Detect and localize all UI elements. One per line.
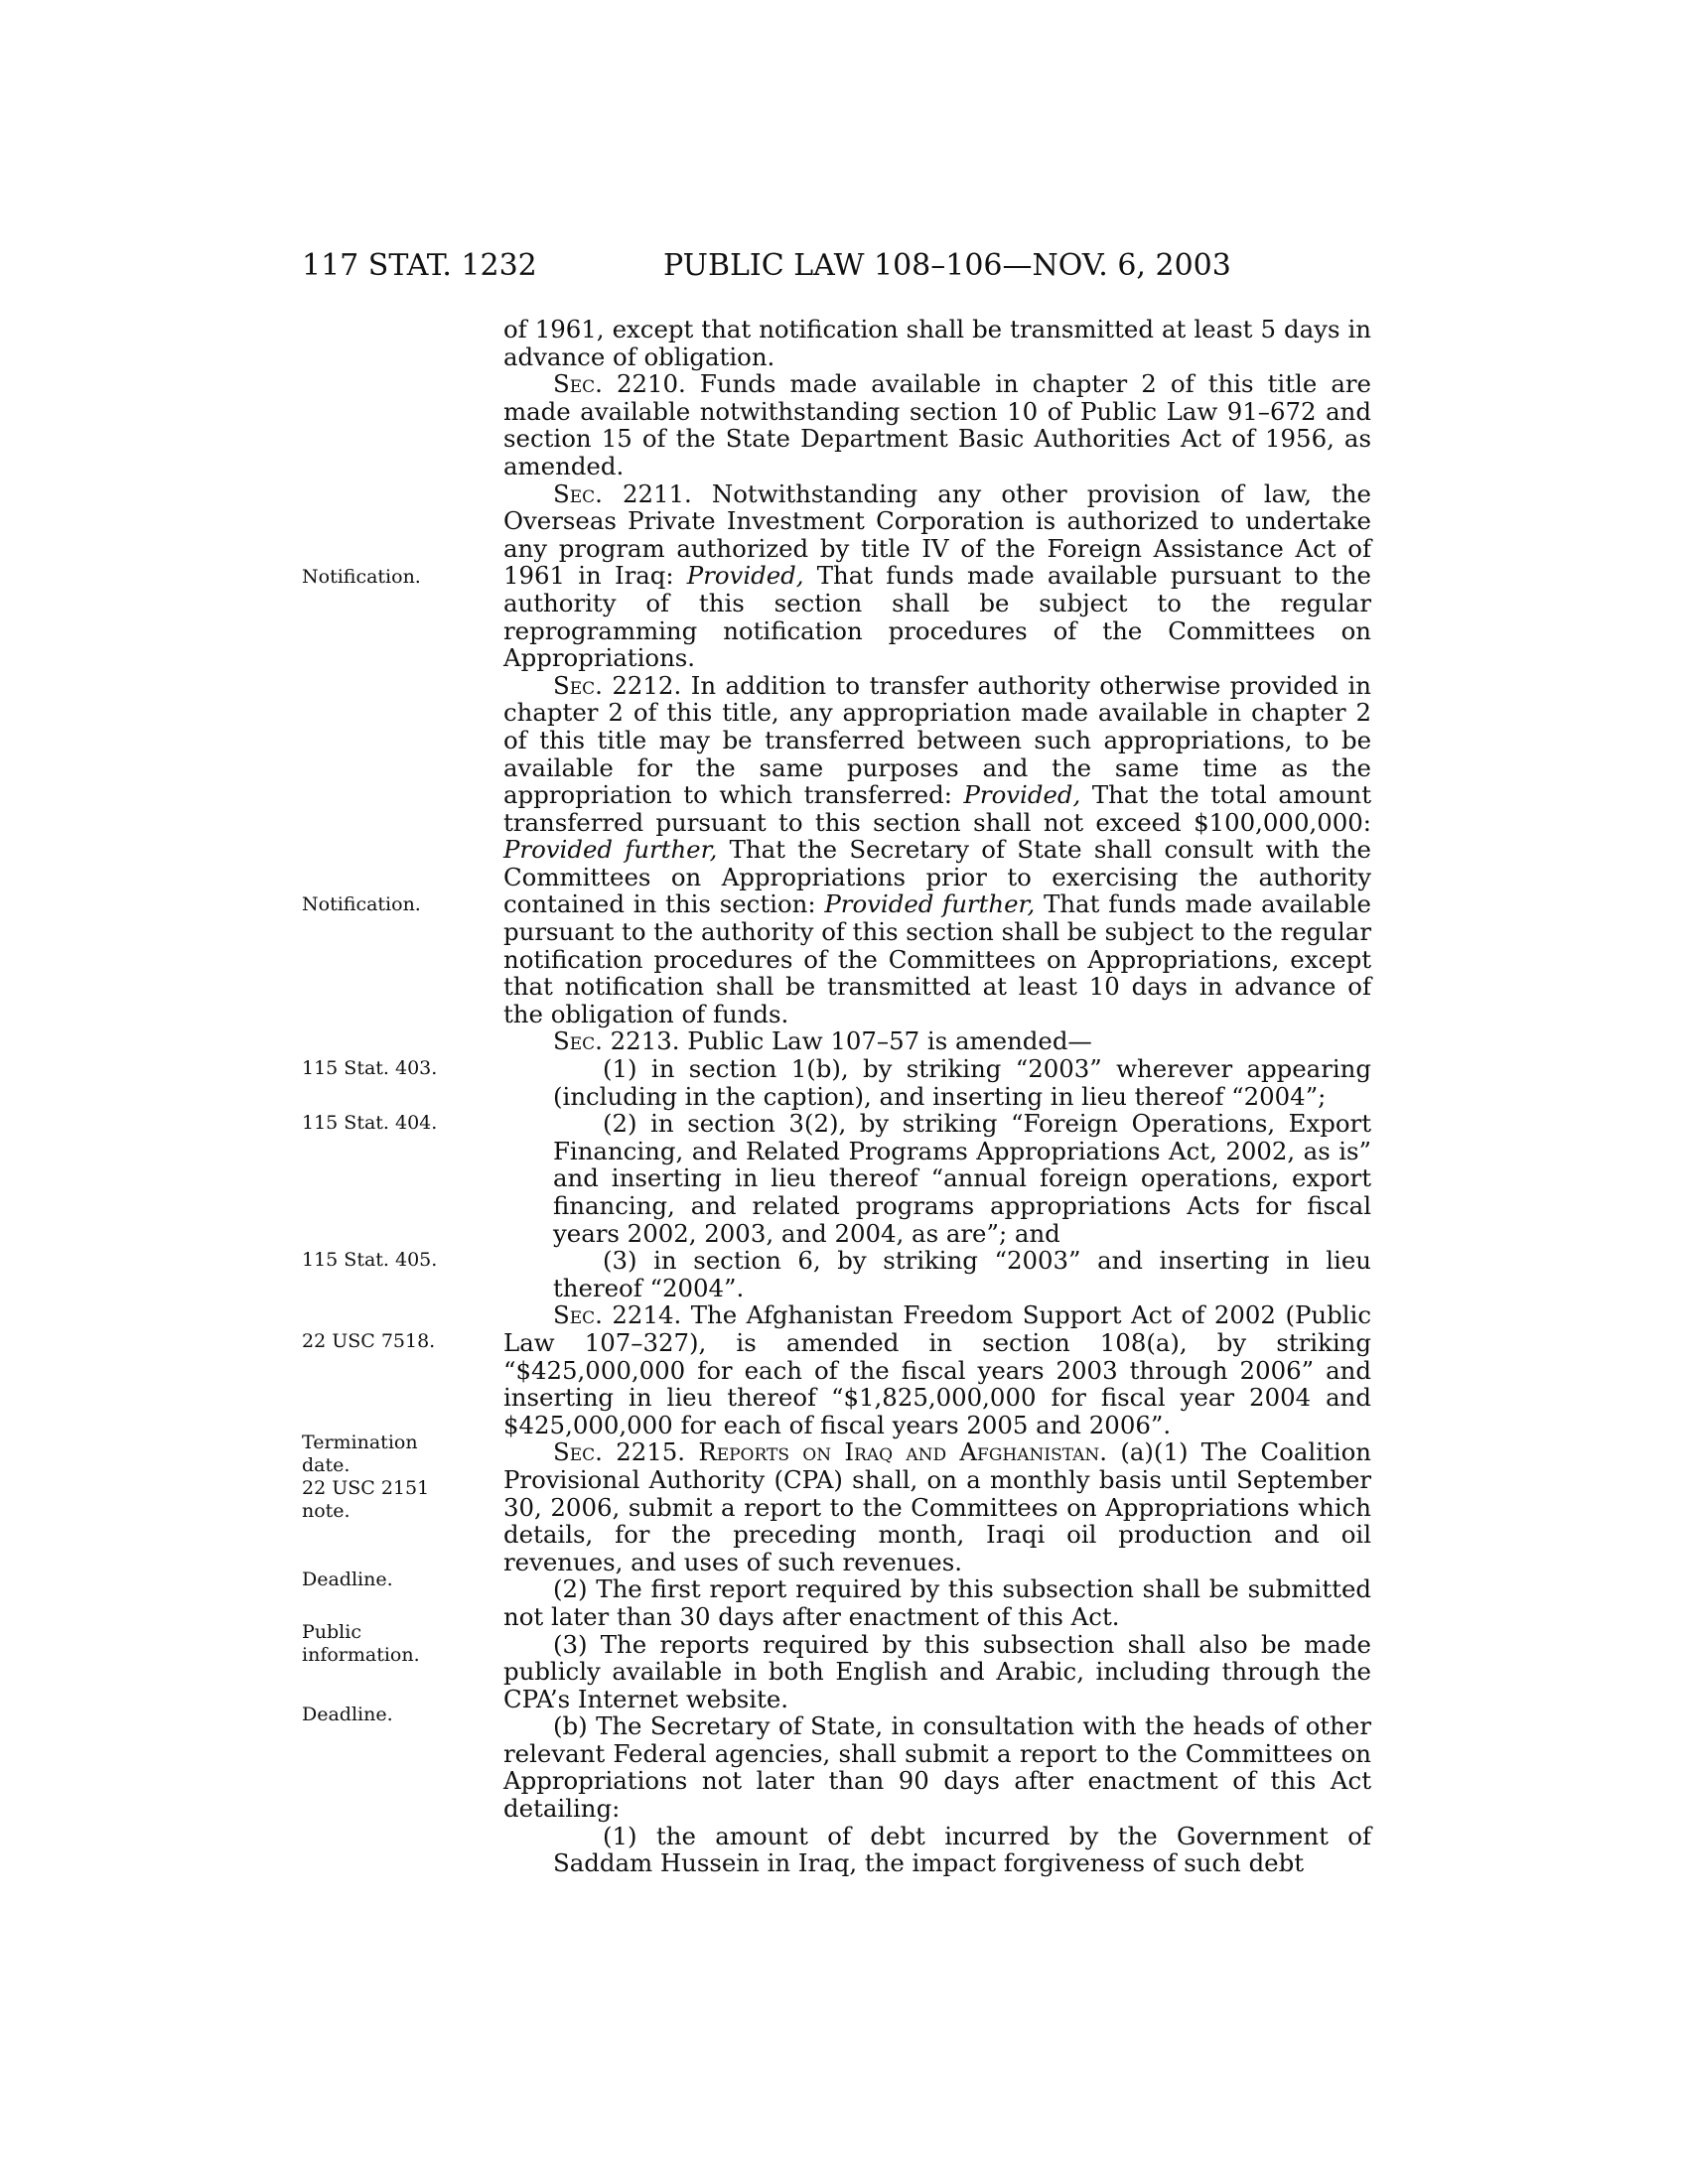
section-text: That funds made available pursuant to the authority of this section shall be subject to the regular reprogramming notification procedures of the Committees on Appropriations. bbox=[503, 561, 1371, 673]
proviso: Provided further, bbox=[503, 835, 718, 865]
section-number: 2212. bbox=[602, 670, 682, 700]
section-text: In addition to transfer authority otherwise provided in chapter 2 of this title, any appropriation made available in chapter 2 of this title may be transferred between such appropriations, to be available for the same purposes and the same time as the appropriation to which transferred: bbox=[503, 670, 1371, 810]
paragraph: of 1961, except that notification shall be transmitted at least 5 days in advance of obligation. bbox=[503, 315, 1371, 371]
section-2214 bbox=[503, 1301, 1371, 1438]
running-head: PUBLIC LAW 108–106—NOV. 6, 2003 bbox=[663, 248, 1231, 283]
proviso: Provided, bbox=[686, 561, 804, 591]
section-text: (a)(1) The Coalition Provisional Authority (CPA) shall, on a monthly basis until September 30, 2006, submit a report to the Committees on Appropriations which details, for the preceding month, Iraqi oil production and oil revenues, and uses of such revenues. bbox=[503, 1437, 1371, 1576]
section-number: 2210. bbox=[602, 369, 686, 399]
section-label: Sec. bbox=[553, 1026, 603, 1056]
proviso: Provided, bbox=[963, 780, 1081, 810]
section-number: 2215. bbox=[602, 1437, 686, 1467]
section-2210 bbox=[503, 370, 1371, 479]
list-item: (1) the amount of debt incurred by the Government of Saddam Hussein in Iraq, the impact forgiveness of such debt bbox=[553, 1821, 1371, 1878]
section-2211 bbox=[503, 480, 1371, 672]
paragraph: (2) The first report required by this subsection shall be submitted not later than 30 days after enactment of this Act. bbox=[503, 1574, 1371, 1631]
margin-note: 115 Stat. 405. bbox=[302, 1249, 438, 1271]
section-2213 bbox=[503, 1027, 1371, 1055]
paragraph: (3) The reports required by this subsection shall also be made publicly available in both English and Arabic, including through the CPA’s Internet website. bbox=[503, 1629, 1371, 1713]
section-2215 bbox=[503, 1438, 1371, 1575]
section-text: That the total amount transferred pursuant to this section shall not exceed $100,000,000: bbox=[503, 780, 1372, 837]
margin-note: Notification. bbox=[302, 566, 421, 588]
section-2212 bbox=[503, 672, 1371, 1028]
margin-note: Termination date. 22 USC 2151 note. bbox=[302, 1432, 430, 1522]
section-label: Sec. bbox=[553, 1300, 603, 1330]
section-text: The Afghanistan Freedom Support Act of 2002 (Public Law 107–327), is amended in section 108(a), by striking “$425,000,000 for each of the fiscal years 2003 through 2006” and inserting in lieu thereof “$1,825,000,000 for fiscal year 2004 and $425,000,000 for each of fiscal years 2005 and 2006”. bbox=[503, 1300, 1371, 1439]
section-label: Sec. bbox=[553, 369, 603, 399]
stat-reference: 117 STAT. 1232 bbox=[302, 248, 537, 283]
margin-note: Deadline. bbox=[302, 1704, 393, 1725]
margin-note: Notification. bbox=[302, 893, 421, 915]
margin-note: 22 USC 7518. bbox=[302, 1330, 436, 1352]
body-text bbox=[503, 316, 1371, 1877]
margin-note: Public information. bbox=[302, 1621, 420, 1666]
section-label: Sec. bbox=[553, 670, 603, 700]
section-text: Public Law 107–57 is amended— bbox=[679, 1026, 1092, 1056]
section-label: Sec. bbox=[553, 478, 603, 508]
margin-note: 115 Stat. 404. bbox=[302, 1112, 438, 1134]
section-number: 2213. bbox=[602, 1026, 680, 1056]
section-text: Funds made available in chapter 2 of this title are made available notwithstanding section 10 of Public Law 91–672 and section 15 of the State Department Basic Authorities Act of 1956, as amended. bbox=[503, 369, 1371, 480]
section-text: That the Secretary of State shall consult with the Committees on Appropriations prior to exercising the authority contained in this section: bbox=[503, 835, 1371, 919]
list-item: (2) in section 3(2), by striking “Foreign Operations, Export Financing, and Related Programs Appropriations Act, 2002, as is” and inserting in lieu thereof “annual foreign operations, export financing, and related programs appropriations Acts for fiscal years 2002, 2003, and 2004, as are”; and bbox=[553, 1109, 1371, 1248]
proviso: Provided further, bbox=[824, 889, 1036, 919]
section-number: 2214. bbox=[602, 1300, 682, 1330]
section-text: Notwithstanding any other provision of law, the Overseas Private Investment Corporation is authorized to undertake any program authorized by title IV of the Foreign Assistance Act of 1961 in Iraq: bbox=[503, 478, 1371, 591]
list-item: (3) in section 6, by striking “2003” and inserting in lieu thereof “2004”. bbox=[553, 1246, 1371, 1302]
section-number: 2211. bbox=[602, 478, 692, 508]
section-label: Sec. bbox=[553, 1437, 603, 1467]
margin-note: Deadline. bbox=[302, 1569, 393, 1590]
paragraph: (b) The Secretary of State, in consultation with the heads of other relevant Federal agencies, shall submit a report to the Committees on Appropriations not later than 90 days after enactment of this Act detailing: bbox=[503, 1711, 1371, 1824]
list-item: (1) in section 1(b), by striking “2003” wherever appearing (including in the caption), and inserting in lieu thereof “2004”; bbox=[553, 1054, 1371, 1111]
section-heading: Reports on Iraq and Afghanistan. bbox=[685, 1437, 1108, 1467]
margin-note: 115 Stat. 403. bbox=[302, 1057, 438, 1079]
section-text: That funds made available pursuant to the authority of this section shall be subject to the regular notification procedures of the Committees on Appropriations, except that notification shall be transmitted at least 10 days in advance of the obligation of funds. bbox=[503, 889, 1371, 1028]
